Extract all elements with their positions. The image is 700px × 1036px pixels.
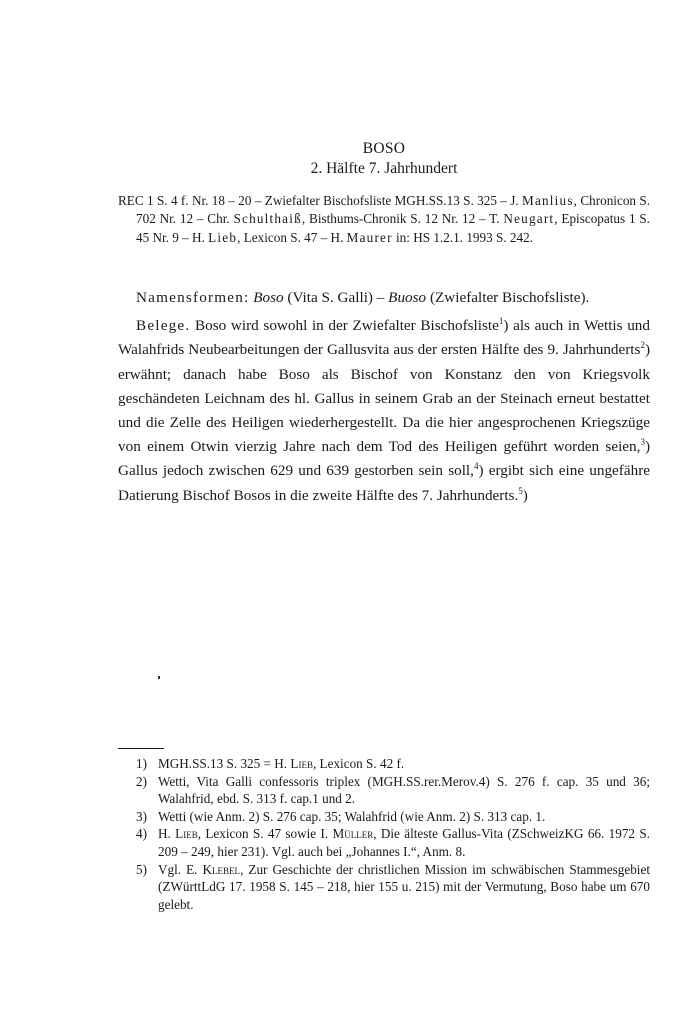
rec-text: REC 1 S. 4 f. Nr. 18 – 20 – Zwiefalter Bischofsliste MGH.SS.13 S. 325 – J. bbox=[118, 193, 523, 208]
author-name: Manlius bbox=[522, 193, 574, 208]
footnote-number: 3) bbox=[136, 808, 147, 824]
footnote-text: Wetti (wie Anm. 2) S. 276 cap. 35; Walahfrid (wie Anm. 2) S. 313 cap. 1. bbox=[158, 808, 546, 824]
paragraph-text: ) bbox=[522, 486, 528, 504]
footnote bbox=[136, 861, 650, 914]
footnote bbox=[136, 755, 650, 773]
footnote-number: 2) bbox=[136, 773, 147, 789]
page-subtitle: 2. Hälfte 7. Jahrhundert bbox=[310, 160, 458, 177]
main-text bbox=[118, 286, 650, 508]
paragraph-text: (Vita S. Galli) – bbox=[283, 289, 389, 306]
paragraph-text: ) Gallus jedoch zwischen 629 und 639 gestorben sein soll, bbox=[118, 438, 650, 480]
section-label: Belege. bbox=[136, 317, 191, 335]
paragraph-text: ) erwähnt; danach habe Boso als Bischof von Konstanz den von Kriegsvolk geschändeten Leichnam des hl. Gallus in seinem Grab an der Steinach erneut bestattet und die Zelle des Heiligen wiederhergestellt. Da die hier angesprochenen Kriegszüge von einem Otwin vierzig Jahre nach dem Tod des Heiligen geführt worden seien, bbox=[118, 341, 650, 456]
author-name: Schulthaiß bbox=[233, 211, 302, 227]
paragraph-text: ) als auch in Wettis und Walahfrids Neubearbeitungen der Gallusvita aus der ersten Hälfte des 9. Jahrhunderts bbox=[118, 317, 650, 359]
paragraph-text: (Zwiefalter Bischofsliste). bbox=[426, 289, 590, 306]
section-label: Namensformen: bbox=[136, 289, 250, 306]
footnote bbox=[136, 773, 650, 808]
footnote-ref[interactable]: 3 bbox=[640, 437, 645, 448]
stray-mark bbox=[158, 676, 160, 679]
footnote-text: MGH.SS.13 S. 325 = H. Lieb, Lexicon S. 42 f. bbox=[158, 756, 405, 771]
footnote-ref[interactable]: 2 bbox=[640, 340, 645, 351]
page-title: BOSO bbox=[362, 140, 406, 157]
paragraph-text: ) ergibt sich eine ungefähre Datierung Bischof Bosos in die zweite Hälfte des 7. Jahrhunderts. bbox=[118, 462, 650, 504]
footnote-number: 1) bbox=[136, 756, 147, 771]
footnote-number: 4) bbox=[136, 826, 147, 842]
footnote-divider bbox=[118, 748, 164, 749]
footnote-text: Wetti, Vita Galli confessoris triplex (MGH.SS.rer.Merov.4) S. 276 f. cap. 35 und 36; Walahfrid, ebd. S. 313 f. cap.1 und 2. bbox=[158, 773, 650, 807]
rec-text: , Episcopatus 1 S. 45 Nr. 9 – H. bbox=[136, 211, 650, 245]
rec-text: , Bisthums-Chronik S. 12 Nr. 12 – T. bbox=[301, 211, 504, 227]
footnote bbox=[136, 808, 650, 826]
footnote bbox=[136, 825, 650, 860]
footnotes bbox=[136, 755, 650, 913]
name-form: Boso bbox=[253, 289, 284, 306]
rec-text: , Chronicon S. 702 Nr. 12 – Chr. bbox=[136, 193, 650, 227]
footnote-ref[interactable]: 4 bbox=[473, 461, 479, 472]
name-form: Buoso bbox=[388, 289, 427, 306]
paragraph-text: Boso wird sowohl in der Zwiefalter Bischofsliste bbox=[190, 317, 499, 335]
belege-paragraph bbox=[118, 314, 650, 508]
rec-text: , Lexicon S. 47 – H. bbox=[237, 229, 347, 245]
author-name: Neugart bbox=[503, 211, 555, 227]
footnote-text: Vgl. E. Klebel, Zur Geschichte der christlichen Mission im schwäbischen Stammesgebiet (ZWürttLdG 17. 1958 S. 145 – 218, hier 155 u. 215) mit der Vermutung, Boso habe um 670 gelebt. bbox=[158, 861, 650, 912]
author-name: Maurer bbox=[346, 229, 393, 245]
author-name: Lieb bbox=[208, 229, 238, 245]
footnote-ref[interactable]: 5 bbox=[518, 485, 523, 496]
rec-text: in: HS 1.2.1. 1993 S. 242. bbox=[392, 229, 534, 245]
footnote-ref[interactable]: 1 bbox=[498, 316, 504, 327]
footnote-text: H. Lieb, Lexicon S. 47 sowie I. Müller, Die älteste Gallus-Vita (ZSchweizKG 66. 1972 S. 209 – 249, hier 231). Vgl. auch bei „Johannes I.“, Anm. 8. bbox=[158, 826, 650, 859]
footnote-number: 5) bbox=[136, 861, 147, 877]
namensformen-paragraph bbox=[118, 286, 650, 310]
rec-references bbox=[118, 192, 650, 247]
